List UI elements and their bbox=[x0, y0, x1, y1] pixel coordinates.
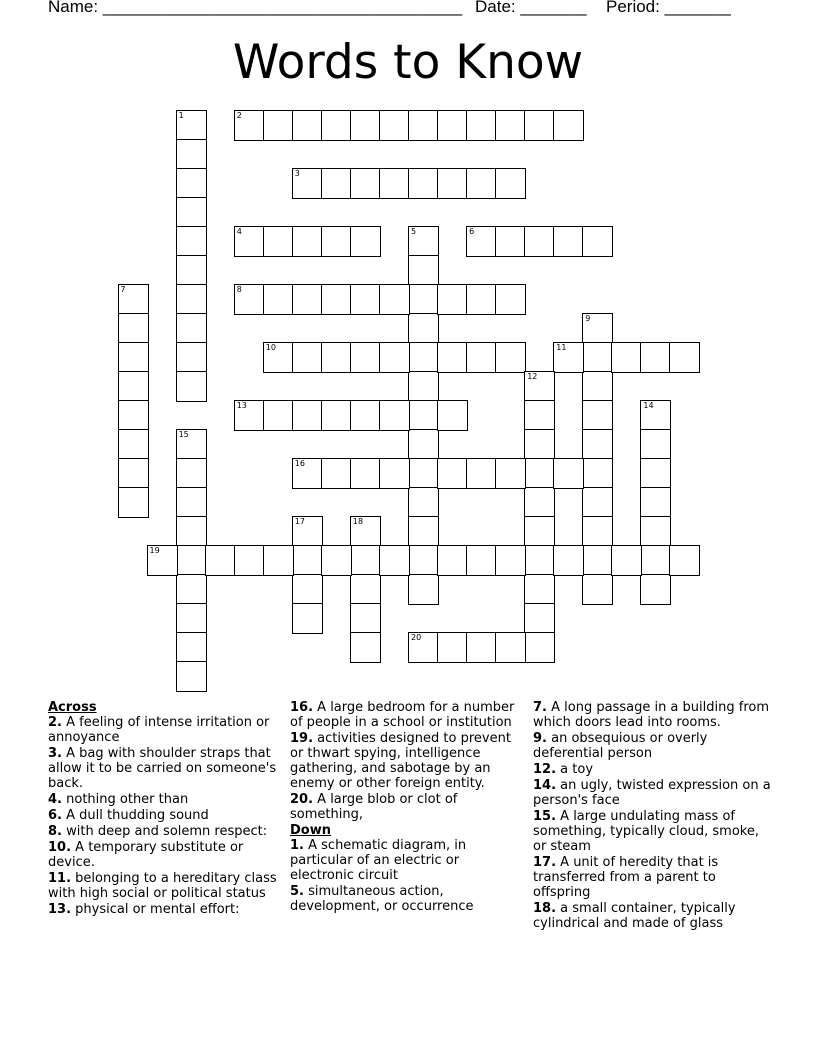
clue-number: 17 bbox=[294, 517, 305, 527]
crossword-cell[interactable] bbox=[640, 545, 671, 576]
crossword-cell[interactable] bbox=[292, 574, 323, 605]
crossword-cell[interactable] bbox=[176, 168, 207, 199]
crossword-cell[interactable] bbox=[582, 458, 613, 489]
crossword-cell[interactable] bbox=[437, 545, 468, 576]
crossword-cell[interactable] bbox=[321, 168, 352, 199]
crossword-cell[interactable] bbox=[176, 545, 207, 576]
crossword-cell[interactable] bbox=[524, 516, 555, 547]
down-clue: 17. A unit of heredity that is transferred from a parent to offspring bbox=[533, 855, 719, 900]
crossword-cell[interactable] bbox=[118, 487, 149, 518]
crossword-cell[interactable] bbox=[408, 255, 439, 286]
crossword-cell[interactable] bbox=[640, 574, 671, 605]
crossword-cell[interactable] bbox=[176, 284, 207, 315]
crossword-cell[interactable] bbox=[350, 284, 381, 315]
crossword-cell[interactable] bbox=[118, 429, 149, 460]
crossword-cell[interactable] bbox=[292, 284, 323, 315]
crossword-cell[interactable] bbox=[321, 342, 352, 373]
down-clue: 14. an ugly, twisted expression on a person's face bbox=[533, 778, 771, 808]
crossword-cell[interactable] bbox=[437, 284, 468, 315]
crossword-cell[interactable] bbox=[176, 603, 207, 634]
crossword-cell[interactable] bbox=[582, 516, 613, 547]
crossword-cell[interactable] bbox=[321, 110, 352, 141]
crossword-cell[interactable] bbox=[553, 342, 584, 373]
crossword-cell[interactable] bbox=[408, 516, 439, 547]
crossword-cell[interactable] bbox=[176, 632, 207, 663]
across-clue: 11. belonging to a hereditary class with high social or political status bbox=[48, 871, 277, 901]
clue-number: 19 bbox=[149, 546, 160, 556]
crossword-cell[interactable] bbox=[582, 342, 613, 373]
crossword-cell[interactable] bbox=[524, 371, 555, 402]
crossword-cell[interactable] bbox=[350, 632, 381, 663]
crossword-cell[interactable] bbox=[408, 487, 439, 518]
clue-number: 10 bbox=[265, 342, 276, 352]
crossword-cell[interactable] bbox=[292, 110, 323, 141]
crossword-cell[interactable] bbox=[495, 632, 526, 663]
crossword-cell[interactable] bbox=[379, 545, 410, 576]
clue-number: 3 bbox=[294, 168, 300, 178]
student-info-header bbox=[48, 0, 788, 21]
period-field-label[interactable]: Period: _______ bbox=[606, 0, 731, 16]
clue-number: 18 bbox=[352, 517, 364, 527]
across-clue: 10. A temporary substitute or device. bbox=[48, 840, 244, 870]
crossword-cell[interactable] bbox=[466, 458, 497, 489]
crossword-cell[interactable] bbox=[118, 313, 149, 344]
crossword-cell[interactable] bbox=[234, 226, 265, 257]
crossword-cell[interactable] bbox=[350, 545, 381, 576]
clue-number: 11 bbox=[556, 342, 567, 352]
crossword-cell[interactable] bbox=[466, 284, 497, 315]
crossword-cell[interactable] bbox=[292, 603, 323, 634]
crossword-cell[interactable] bbox=[582, 313, 613, 344]
crossword-cell[interactable] bbox=[263, 342, 294, 373]
crossword-cell[interactable] bbox=[292, 458, 323, 489]
crossword-cell[interactable] bbox=[176, 226, 207, 257]
clue-number: 7 bbox=[120, 284, 126, 294]
crossword-cell[interactable] bbox=[350, 110, 381, 141]
crossword-cell[interactable] bbox=[205, 545, 236, 576]
crossword-cell[interactable] bbox=[176, 574, 207, 605]
crossword-cell[interactable] bbox=[640, 429, 671, 460]
crossword-cell[interactable] bbox=[292, 545, 323, 576]
clue-number: 12 bbox=[527, 371, 538, 381]
crossword-cell[interactable] bbox=[176, 139, 207, 170]
crossword-cell[interactable] bbox=[408, 226, 439, 257]
clues-column-2 bbox=[290, 700, 522, 915]
crossword-cell[interactable] bbox=[234, 110, 265, 141]
down-clue: 9. an obsequious or overly deferential person bbox=[533, 731, 708, 761]
crossword-cell[interactable] bbox=[437, 458, 468, 489]
crossword-cell[interactable] bbox=[524, 545, 555, 576]
crossword-cell[interactable] bbox=[176, 197, 207, 228]
across-clue: 2. A feeling of intense irritation or annoyance bbox=[48, 715, 270, 745]
crossword-cell[interactable] bbox=[669, 545, 700, 576]
crossword-cell[interactable] bbox=[176, 255, 207, 286]
clue-number: 9 bbox=[585, 313, 591, 323]
crossword-cell[interactable] bbox=[321, 284, 352, 315]
crossword-cell[interactable] bbox=[263, 400, 294, 431]
across-clue: 6. A dull thudding sound bbox=[48, 808, 209, 823]
down-clue: 5. simultaneous action, development, or occurrence bbox=[290, 884, 474, 914]
crossword-cell[interactable] bbox=[176, 661, 207, 692]
clue-number: 16 bbox=[294, 459, 305, 469]
date-field-label[interactable]: Date: _______ bbox=[475, 0, 587, 16]
crossword-cell[interactable] bbox=[176, 371, 207, 402]
crossword-cell[interactable] bbox=[263, 226, 294, 257]
crossword-cell[interactable] bbox=[321, 400, 352, 431]
crossword-cell[interactable] bbox=[553, 545, 584, 576]
crossword-cell[interactable] bbox=[350, 574, 381, 605]
crossword-cell[interactable] bbox=[495, 342, 526, 373]
across-clue: 20. A large blob or clot of something, bbox=[290, 792, 458, 822]
crossword-cell[interactable] bbox=[495, 168, 526, 199]
across-clue: 4. nothing other than bbox=[48, 792, 189, 807]
crossword-cell[interactable] bbox=[437, 632, 468, 663]
crossword-cell[interactable] bbox=[408, 632, 439, 663]
crossword-cell[interactable] bbox=[495, 284, 526, 315]
crossword-cell[interactable] bbox=[379, 400, 410, 431]
crossword-cell[interactable] bbox=[553, 110, 584, 141]
crossword-cell[interactable] bbox=[466, 632, 497, 663]
crossword-cell[interactable] bbox=[292, 400, 323, 431]
crossword-cell[interactable] bbox=[408, 458, 439, 489]
crossword-cell[interactable] bbox=[524, 110, 555, 141]
crossword-cell[interactable] bbox=[234, 400, 265, 431]
crossword-cell[interactable] bbox=[379, 284, 410, 315]
crossword-cell[interactable] bbox=[524, 226, 555, 257]
name-field-label[interactable]: Name: ______________________________________ bbox=[48, 0, 463, 16]
crossword-cell[interactable] bbox=[640, 342, 671, 373]
crossword-cell[interactable] bbox=[263, 110, 294, 141]
across-clue: 13. physical or mental effort: bbox=[48, 902, 240, 917]
crossword-cell[interactable] bbox=[408, 342, 439, 373]
crossword-cell[interactable] bbox=[379, 110, 410, 141]
crossword-cell[interactable] bbox=[379, 342, 410, 373]
crossword-cell[interactable] bbox=[524, 603, 555, 634]
crossword-cell[interactable] bbox=[408, 429, 439, 460]
clue-number: 4 bbox=[236, 226, 242, 236]
crossword-cell[interactable] bbox=[292, 342, 323, 373]
crossword-cell[interactable] bbox=[611, 545, 642, 576]
crossword-cell[interactable] bbox=[582, 429, 613, 460]
clue-number: 6 bbox=[469, 226, 475, 236]
down-clue: 7. A long passage in a building from which doors lead into rooms. bbox=[533, 700, 769, 730]
crossword-cell[interactable] bbox=[176, 110, 207, 141]
clue-number: 20 bbox=[411, 633, 422, 643]
crossword-cell[interactable] bbox=[582, 487, 613, 518]
crossword-cell[interactable] bbox=[176, 458, 207, 489]
crossword-cell[interactable] bbox=[495, 226, 526, 257]
down-clue: 12. a toy bbox=[533, 762, 594, 777]
crossword-cell[interactable] bbox=[176, 313, 207, 344]
crossword-cell[interactable] bbox=[640, 400, 671, 431]
crossword-cell[interactable] bbox=[524, 487, 555, 518]
crossword-cell[interactable] bbox=[176, 429, 207, 460]
page-title: Words to Know bbox=[232, 35, 584, 90]
crossword-cell[interactable] bbox=[379, 168, 410, 199]
clue-number: 8 bbox=[236, 284, 242, 294]
crossword-cell[interactable] bbox=[582, 400, 613, 431]
crossword-cell[interactable] bbox=[495, 458, 526, 489]
crossword-cell[interactable] bbox=[437, 342, 468, 373]
down-clue: 18. a small container, typically cylindrical and made of glass bbox=[533, 901, 736, 931]
crossword-cell[interactable] bbox=[408, 371, 439, 402]
crossword-cell[interactable] bbox=[176, 342, 207, 373]
crossword-cell[interactable] bbox=[408, 168, 439, 199]
crossword-cell[interactable] bbox=[524, 632, 555, 663]
across-clue: 16. A large bedroom for a number of people in a school or institution bbox=[290, 700, 515, 730]
crossword-cell[interactable] bbox=[437, 168, 468, 199]
crossword-cell[interactable] bbox=[408, 545, 439, 576]
crossword-cell[interactable] bbox=[408, 574, 439, 605]
across-heading: Across bbox=[48, 700, 97, 715]
crossword-cell[interactable] bbox=[495, 110, 526, 141]
crossword-cell[interactable] bbox=[408, 284, 439, 315]
crossword-cell[interactable] bbox=[263, 284, 294, 315]
crossword-cell[interactable] bbox=[118, 342, 149, 373]
crossword-cell[interactable] bbox=[118, 458, 149, 489]
across-clue: 8. with deep and solemn respect: bbox=[48, 824, 268, 839]
crossword-cell[interactable] bbox=[350, 342, 381, 373]
across-clue: 19. activities designed to prevent or thwart spying, intelligence gathering, and sabotage by an enemy or other foreign entity. bbox=[290, 731, 511, 791]
crossword-cell[interactable] bbox=[321, 545, 352, 576]
crossword-cell[interactable] bbox=[582, 371, 613, 402]
crossword-cell[interactable] bbox=[408, 110, 439, 141]
crossword-cell[interactable] bbox=[466, 110, 497, 141]
crossword-cell[interactable] bbox=[176, 487, 207, 518]
crossword-cell[interactable] bbox=[640, 458, 671, 489]
crossword-cell[interactable] bbox=[466, 545, 497, 576]
crossword-cell[interactable] bbox=[669, 342, 700, 373]
crossword-cell[interactable] bbox=[350, 226, 381, 257]
clue-number: 15 bbox=[178, 430, 189, 440]
crossword-cell[interactable] bbox=[582, 574, 613, 605]
crossword-cell[interactable] bbox=[321, 226, 352, 257]
crossword-cell[interactable] bbox=[553, 226, 584, 257]
crossword-cell[interactable] bbox=[524, 458, 555, 489]
crossword-cell[interactable] bbox=[118, 371, 149, 402]
down-clue: 1. A schematic diagram, in particular of an electric or electronic circuit bbox=[290, 838, 467, 883]
crossword-cell[interactable] bbox=[350, 168, 381, 199]
clues-column-3 bbox=[533, 700, 773, 932]
crossword-cell[interactable] bbox=[263, 545, 294, 576]
crossword-cell[interactable] bbox=[466, 226, 497, 257]
crossword-cell[interactable] bbox=[234, 545, 265, 576]
crossword-cell[interactable] bbox=[350, 458, 381, 489]
crossword-cell[interactable] bbox=[350, 603, 381, 634]
down-clue: 15. A large undulating mass of something, typically cloud, smoke, or steam bbox=[533, 809, 759, 854]
clue-number: 14 bbox=[643, 401, 654, 410]
clue-number: 5 bbox=[411, 226, 417, 236]
crossword-cell[interactable] bbox=[640, 487, 671, 518]
crossword-cell[interactable] bbox=[495, 545, 526, 576]
crossword-cell[interactable] bbox=[437, 110, 468, 141]
crossword-cell[interactable] bbox=[147, 545, 178, 576]
down-heading: Down bbox=[290, 823, 331, 838]
crossword-cell[interactable] bbox=[292, 168, 323, 199]
clue-number: 2 bbox=[236, 110, 242, 120]
clues-column-1 bbox=[48, 700, 280, 918]
crossword-cell[interactable] bbox=[524, 400, 555, 431]
crossword-cell[interactable] bbox=[640, 516, 671, 547]
crossword-cell[interactable] bbox=[611, 342, 642, 373]
crossword-cell[interactable] bbox=[466, 342, 497, 373]
across-clue: 3. A bag with shoulder straps that allow it to be carried on someone's back. bbox=[48, 746, 277, 791]
crossword-cell[interactable] bbox=[292, 226, 323, 257]
crossword-cell[interactable] bbox=[553, 458, 584, 489]
crossword-cell[interactable] bbox=[437, 400, 468, 431]
crossword-cell[interactable] bbox=[466, 168, 497, 199]
crossword-cell[interactable] bbox=[350, 400, 381, 431]
crossword-cell[interactable] bbox=[524, 429, 555, 460]
crossword-cell[interactable] bbox=[379, 458, 410, 489]
clue-number: 1 bbox=[178, 110, 184, 120]
crossword-cell[interactable] bbox=[582, 545, 613, 576]
crossword-cell[interactable] bbox=[408, 313, 439, 344]
crossword-cell[interactable] bbox=[350, 516, 381, 547]
crossword-cell[interactable] bbox=[582, 226, 613, 257]
crossword-cell[interactable] bbox=[321, 458, 352, 489]
crossword-cell[interactable] bbox=[118, 284, 149, 315]
crossword-cell[interactable] bbox=[176, 516, 207, 547]
crossword-cell[interactable] bbox=[524, 574, 555, 605]
clue-number: 13 bbox=[236, 401, 247, 410]
crossword-cell[interactable] bbox=[118, 400, 149, 431]
crossword-cell[interactable] bbox=[234, 284, 265, 315]
crossword-cell[interactable] bbox=[292, 516, 323, 547]
crossword-cell[interactable] bbox=[408, 400, 439, 431]
